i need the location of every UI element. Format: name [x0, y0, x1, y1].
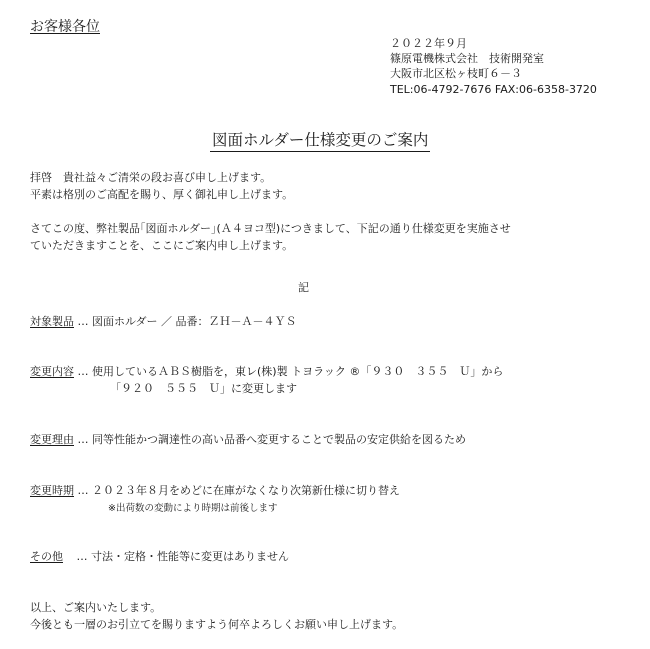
- closing-line-1: 以上、ご案内いたします。: [30, 601, 162, 614]
- section-timing: [30, 482, 400, 499]
- section-reason-text: … 同等性能かつ調達性の高い品番へ変更することで製品の安定供給を図るため: [77, 433, 466, 446]
- section-content-text-1: … 使用しているＡＢＳ樹脂を，東レ(株)製 トヨラック ®「９３０ ３５５ Ｕ」から: [77, 365, 504, 378]
- section-other: [30, 548, 289, 565]
- section-content-label: 変更内容: [30, 365, 74, 378]
- ki-heading: 記: [298, 281, 309, 294]
- greeting-line-1: 拝啓 貴社益々ご清栄の段お喜び申し上げます。: [30, 171, 272, 184]
- section-other-text: … 寸法・定格・性能等に変更はありません: [76, 550, 289, 563]
- greeting-line-2: 平素は格別のご高配を賜り、厚く御礼申し上げます。: [30, 188, 294, 201]
- section-content-text-2: 「９２０ ５５５ Ｕ」に変更します: [110, 382, 297, 395]
- sender-contact: TEL:06-4792-7676 FAX:06-6358-3720: [390, 83, 597, 96]
- section-timing-text: … ２０２３年８月をめどに在庫がなくなり次第新仕様に切り替え: [77, 484, 400, 497]
- section-other-label: その他: [30, 550, 63, 563]
- document-title: 図面ホルダー仕様変更のご案内: [210, 128, 430, 152]
- sender-date: ２０２２年９月: [390, 37, 467, 50]
- closing-line-2: 今後とも一層のお引立てを賜りますよう何卒よろしくお願い申し上げます。: [30, 618, 404, 631]
- section-timing-label: 変更時期: [30, 484, 74, 497]
- intro-line-2: ていただきますことを、ここにご案内申し上げます。: [30, 239, 294, 252]
- section-reason: [30, 431, 466, 448]
- section-product-label: 対象製品: [30, 315, 74, 328]
- section-product-text: … 図面ホルダー ／ 品番：ＺＨ－Ａ－４ＹＳ: [77, 315, 297, 328]
- sender-address: 大阪市北区松ヶ枝町６－３: [390, 67, 522, 80]
- sender-company: 篠原電機株式会社 技術開発室: [390, 52, 544, 65]
- section-content: [30, 363, 503, 380]
- intro-line-1: さてこの度、弊社製品｢図面ホルダー｣(Ａ４ヨコ型)につきまして、下記の通り仕様変更を実施させ: [30, 222, 511, 235]
- section-timing-note: ※出荷数の変動により時期は前後します: [108, 503, 278, 514]
- section-reason-label: 変更理由: [30, 433, 74, 446]
- addressee: お客様各位: [30, 19, 100, 35]
- section-product: [30, 313, 297, 330]
